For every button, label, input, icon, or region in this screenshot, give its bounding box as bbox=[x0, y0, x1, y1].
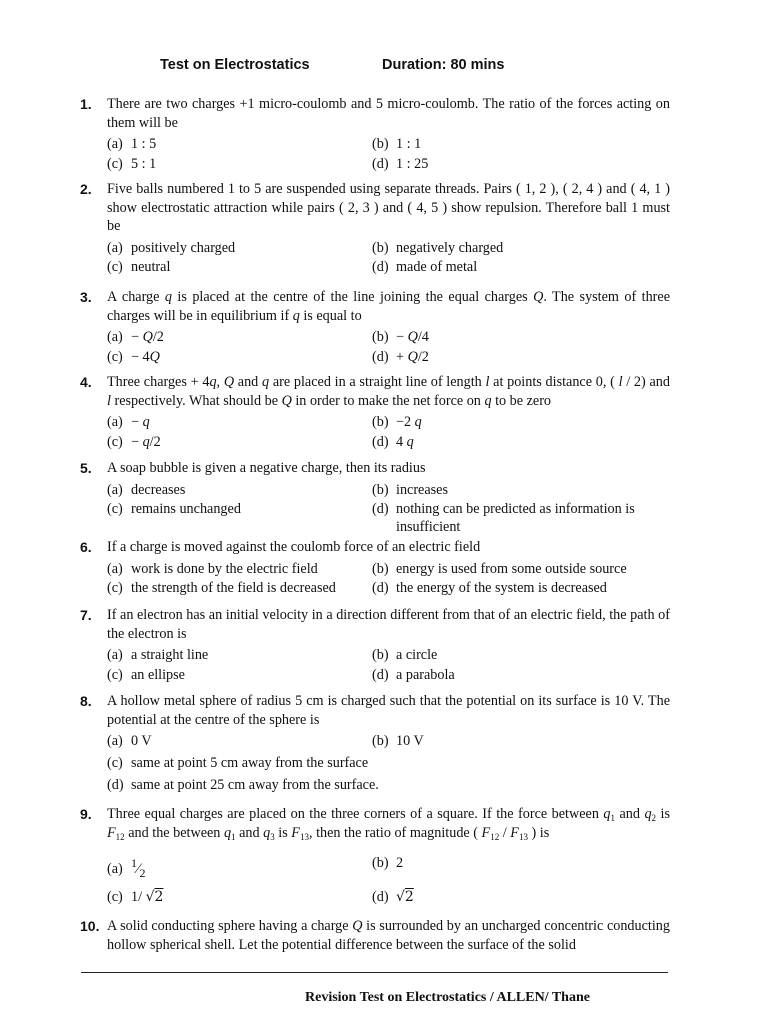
question-6 bbox=[80, 538, 670, 599]
option-c[interactable]: (c) 5 : 1 bbox=[107, 155, 157, 172]
fraction: $^1⁄_2$ bbox=[131, 856, 146, 880]
option-d[interactable]: (d) made of metal bbox=[372, 259, 478, 275]
options bbox=[107, 481, 670, 535]
option-b[interactable]: (b) negatively charged bbox=[372, 239, 504, 256]
options bbox=[107, 560, 670, 599]
footer-divider bbox=[81, 972, 668, 973]
sqrt-symbol: √2 bbox=[396, 889, 414, 905]
question-number: 9. bbox=[80, 806, 92, 822]
option-a[interactable]: (a) work is done by the electric field bbox=[107, 560, 318, 577]
options bbox=[107, 732, 670, 798]
option-c[interactable]: (c) remains unchanged bbox=[107, 501, 241, 517]
option-c[interactable]: (c) − q/2 bbox=[107, 433, 161, 450]
question-5 bbox=[80, 459, 670, 535]
question-10 bbox=[80, 917, 670, 954]
option-c[interactable]: (c) − 4Q bbox=[107, 348, 160, 365]
question-number: 7. bbox=[80, 607, 92, 623]
question-text: Three equal charges are placed on the three corners of a square. If the force between $q_1$ and $q_2$ is $F_{12}$ and the between $q_1$ and $q_3$ is $F_{13}$, then the ratio of magnitude ( $F_{12} / F_{13}$ ) is bbox=[107, 806, 670, 842]
option-d[interactable]: (d) √2 bbox=[372, 889, 414, 905]
question-number: 2. bbox=[80, 181, 92, 197]
question-text: A charge q is placed at the centre of the line joining the equal charges Q. The system of three charges will be in equilibrium if q is equal to bbox=[107, 289, 670, 324]
option-d[interactable]: (d) + Q/2 bbox=[372, 348, 429, 365]
option-b[interactable]: (b) 1 : 1 bbox=[372, 136, 422, 152]
option-d[interactable]: (d) 4 q bbox=[372, 433, 414, 450]
option-b[interactable]: (b) 10 V bbox=[372, 733, 424, 749]
option-a[interactable]: (a) 1 : 5 bbox=[107, 136, 157, 152]
question-text: A solid conducting sphere having a charge Q is surrounded by an uncharged concentric conducting hollow spherical shell. Let the potential difference between the surface of the solid bbox=[107, 918, 670, 953]
option-d[interactable]: (d) a parabola bbox=[372, 666, 455, 683]
option-b[interactable]: (b) a circle bbox=[372, 647, 438, 663]
option-a[interactable]: (a) a straight line bbox=[107, 647, 209, 663]
option-a[interactable]: (a) positively charged bbox=[107, 239, 236, 256]
option-a[interactable]: (a) $^1⁄_2$ bbox=[107, 856, 146, 880]
option-c[interactable]: (c) neutral bbox=[107, 259, 171, 275]
question-text: There are two charges +1 micro-coulomb and 5 micro-coulomb. The ratio of the forces acting on them will be bbox=[107, 96, 670, 131]
option-c[interactable]: (c) the strength of the field is decreased bbox=[107, 580, 336, 596]
question-4 bbox=[80, 373, 670, 452]
question-number: 3. bbox=[80, 289, 92, 305]
option-b[interactable]: (b) − Q/4 bbox=[372, 329, 429, 345]
options bbox=[107, 413, 670, 452]
options bbox=[107, 239, 670, 278]
option-c[interactable]: (c) 1/ √2 bbox=[107, 889, 164, 905]
option-b[interactable]: (b) energy is used from some outside source bbox=[372, 560, 627, 577]
option-a[interactable]: (a) decreases bbox=[107, 481, 186, 498]
options bbox=[107, 328, 670, 367]
option-a[interactable]: (a) − Q/2 bbox=[107, 329, 164, 345]
question-text: If an electron has an initial velocity in a direction different from that of an electric field, the path of the electron is bbox=[107, 607, 670, 642]
option-d[interactable]: (d) same at point 25 cm away from the surface. bbox=[107, 777, 379, 793]
option-d[interactable]: (d) 1 : 25 bbox=[372, 155, 429, 172]
question-text: A soap bubble is given a negative charge, then its radius bbox=[107, 460, 426, 476]
options bbox=[107, 646, 670, 685]
question-text: Three charges + 4q, Q and q are placed in a straight line of length l at points distance 0, ( l / 2) and l respectively. What should be Q in order to make the net force on q to be zero bbox=[107, 374, 670, 409]
option-c[interactable]: (c) same at point 5 cm away from the surface bbox=[107, 755, 369, 771]
question-number: 1. bbox=[80, 96, 92, 112]
question-number: 4. bbox=[80, 374, 92, 390]
question-number: 5. bbox=[80, 460, 92, 476]
test-duration: Duration: 80 mins bbox=[382, 57, 505, 73]
options bbox=[107, 135, 670, 174]
option-a[interactable]: (a) 0 V bbox=[107, 733, 152, 749]
option-d[interactable]: (d) the energy of the system is decreased bbox=[372, 580, 607, 596]
test-title: Test on Electrostatics bbox=[160, 57, 310, 73]
question-text: Five balls numbered 1 to 5 are suspended using separate threads. Pairs ( 1, 2 ), ( 2, 4 ) and ( 4, 1 ) show electrostatic attraction while pairs ( 2, 3 ) and ( 4, 5 ) show repulsion. Therefore ball 1 must be bbox=[107, 181, 670, 234]
options bbox=[107, 854, 670, 908]
question-8 bbox=[80, 692, 670, 798]
option-d[interactable]: (d) nothing can be predicted as information is insufficient bbox=[372, 501, 635, 535]
question-2 bbox=[80, 180, 670, 278]
option-b[interactable]: (b) 2 bbox=[372, 855, 404, 871]
footer-text: Revision Test on Electrostatics / ALLEN/ Thane bbox=[305, 990, 590, 1005]
option-b[interactable]: (b) increases bbox=[372, 481, 448, 498]
option-c[interactable]: (c) an ellipse bbox=[107, 666, 185, 683]
option-a[interactable]: (a) − q bbox=[107, 414, 150, 430]
question-3 bbox=[80, 288, 670, 367]
question-1 bbox=[80, 95, 670, 174]
question-number: 8. bbox=[80, 693, 92, 709]
option-b[interactable]: (b) −2 q bbox=[372, 414, 422, 430]
question-text: A hollow metal sphere of radius 5 cm is charged such that the potential on its surface is 10 V. The potential at the centre of the sphere is bbox=[107, 693, 670, 728]
question-7 bbox=[80, 606, 670, 685]
question-number: 10. bbox=[80, 918, 100, 934]
question-9 bbox=[80, 805, 670, 908]
question-number: 6. bbox=[80, 539, 92, 555]
page-header bbox=[0, 57, 768, 77]
question-text: If a charge is moved against the coulomb force of an electric field bbox=[107, 539, 481, 555]
sqrt-symbol: √2 bbox=[145, 889, 164, 905]
